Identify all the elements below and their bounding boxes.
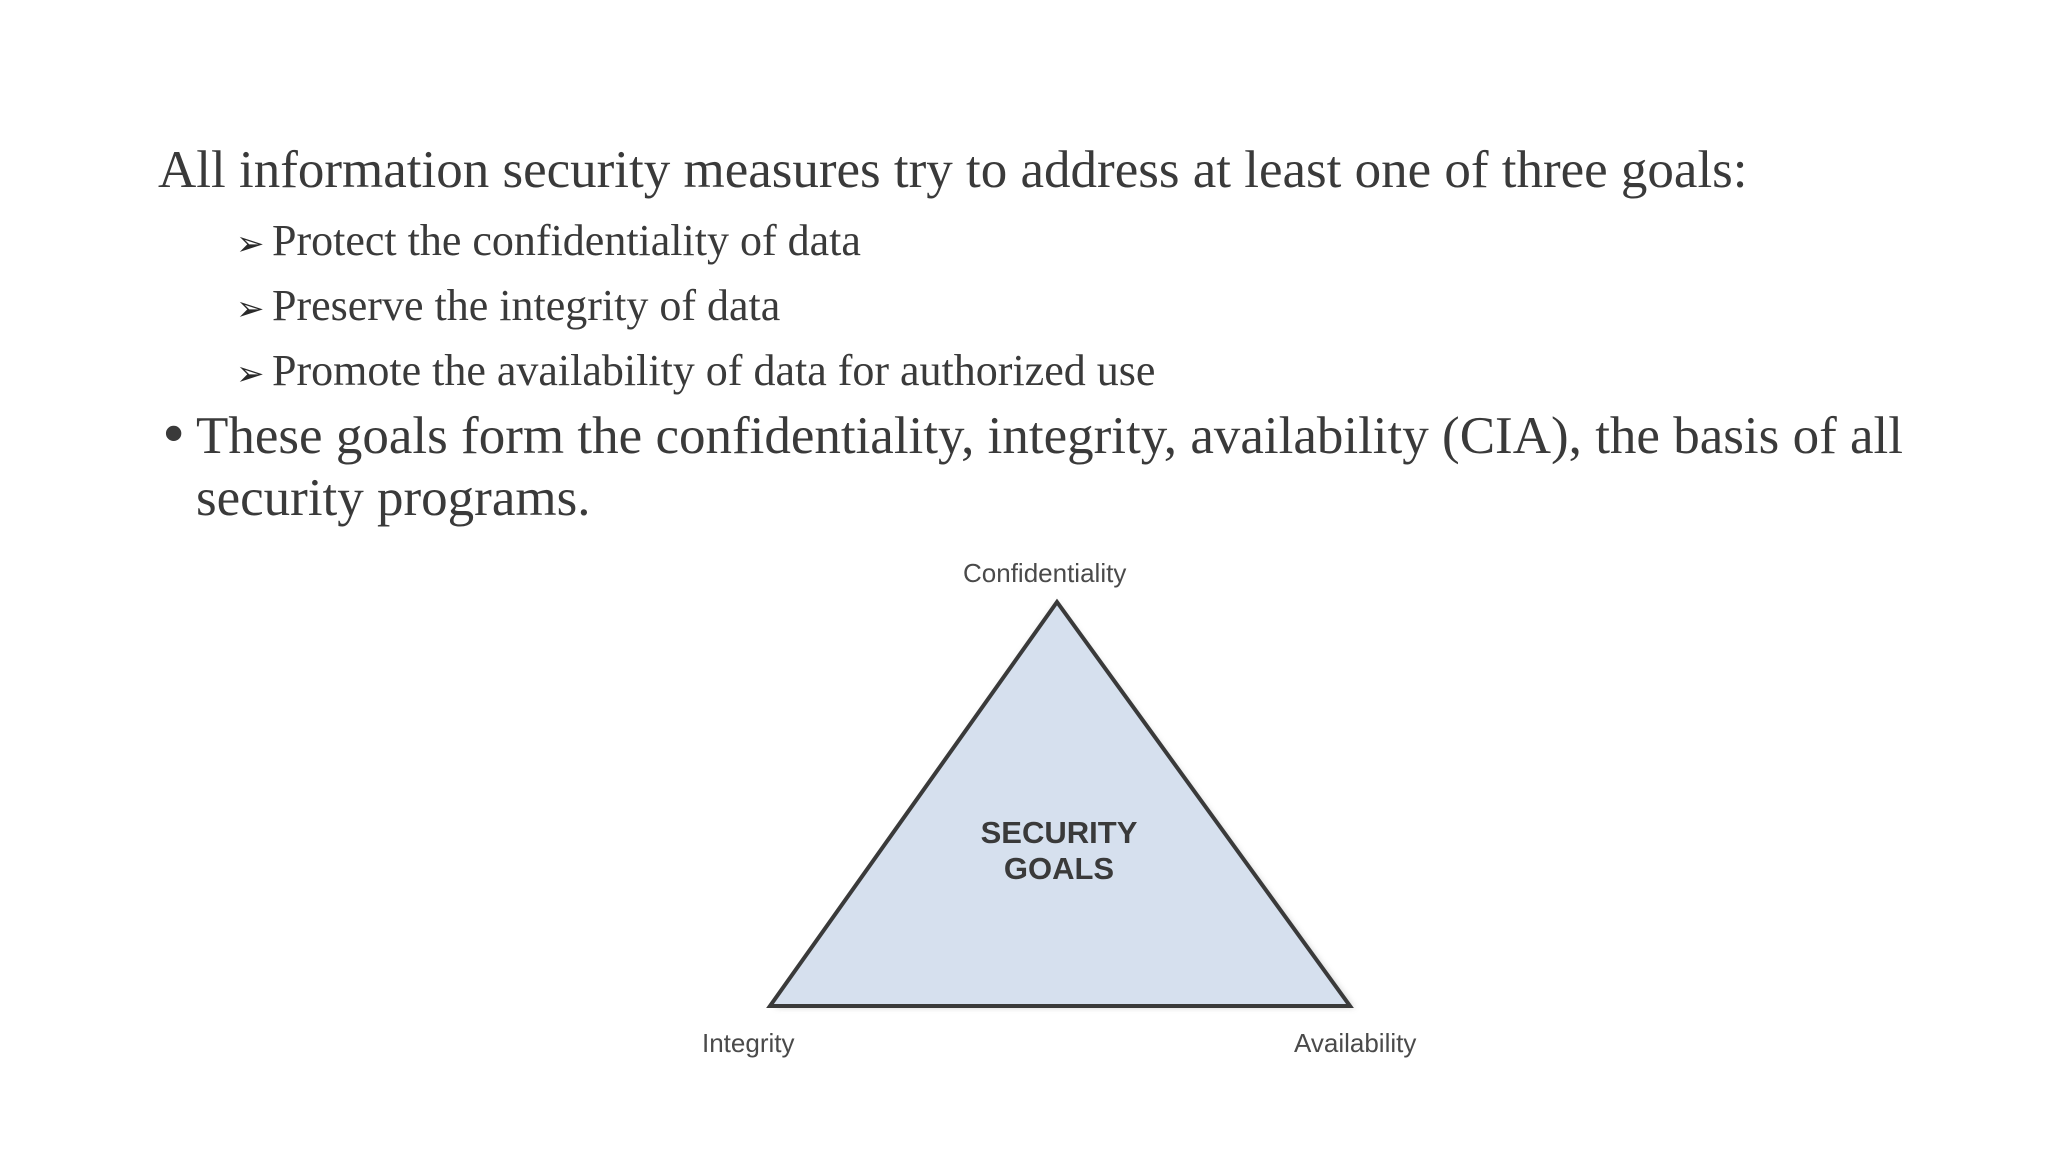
goal-text: Protect the confidentiality of data <box>272 216 861 265</box>
cia-triangle-diagram <box>680 540 1480 1080</box>
goal-text: Preserve the integrity of data <box>272 281 781 330</box>
triangle-shape <box>770 602 1350 1006</box>
security-goals-label <box>929 815 1189 887</box>
bullet-dot-icon: • <box>158 405 190 466</box>
arrow-bullet-icon: ➢ <box>236 289 265 329</box>
confidentiality-label: Confidentiality <box>963 558 1127 588</box>
intro-text: All information security measures try to address at least one of three goals: <box>158 141 1748 199</box>
center-label-line2: GOALS <box>1003 851 1115 886</box>
availability-label: Availability <box>1294 1028 1417 1058</box>
arrow-bullet-icon: ➢ <box>236 224 265 264</box>
goal-item <box>236 275 1155 340</box>
bullet-point <box>158 405 1903 529</box>
triangle-graphic <box>680 540 1480 1080</box>
arrow-bullet-icon: ➢ <box>236 354 265 394</box>
integrity-label: Integrity <box>702 1028 795 1058</box>
goals-list <box>236 210 1155 405</box>
goal-text: Promote the availability of data for authorized use <box>272 346 1156 395</box>
center-label-line1: SECURITY <box>980 815 1138 850</box>
goal-item <box>236 210 1155 275</box>
bullet-text: These goals form the confidentiality, integrity, availability (CIA), the basis of all security programs. <box>196 407 1903 527</box>
goal-item <box>236 340 1155 405</box>
